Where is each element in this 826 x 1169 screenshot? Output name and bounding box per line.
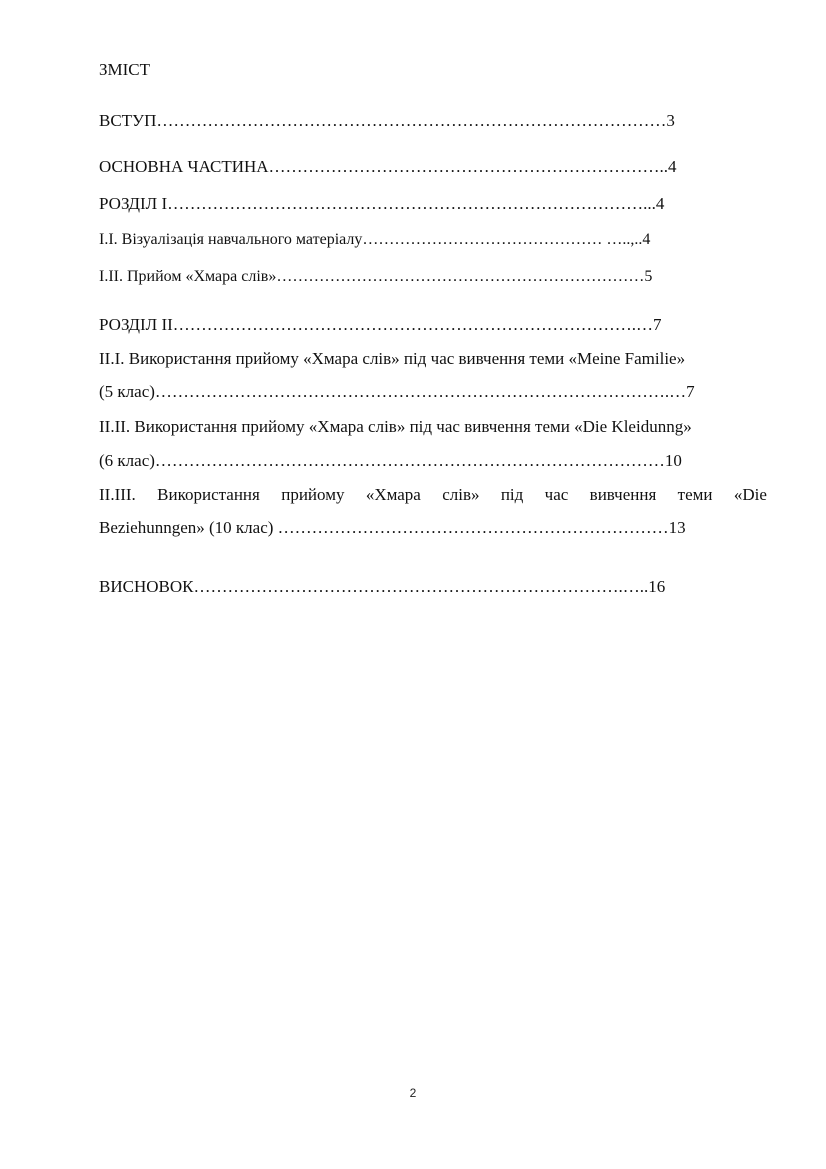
toc-word: вивчення — [589, 485, 657, 504]
toc-entry-2-2-line-1: ІІ.ІІ. Використання прийому «Хмара слів» під час вивчення теми «Die Kleidunng» — [99, 417, 692, 436]
toc-word: ІІ.ІІІ. — [99, 485, 136, 504]
toc-word: під — [500, 485, 524, 504]
toc-entry-1-1: І.І. Візуалізація навчального матеріалу……………………………………… …..,..4 — [99, 231, 651, 248]
toc-entry-main-part: ОСНОВНА ЧАСТИНА……………………………………………………………..4 — [99, 157, 677, 176]
toc-entry-section-1: РОЗДІЛ І…………………………………………………………………………...4 — [99, 194, 665, 213]
toc-word: «Die — [733, 485, 767, 504]
toc-entry-2-1-line-2: (5 клас)……………………………………………………………………………….…7 — [99, 382, 695, 401]
toc-word: прийому — [281, 485, 345, 504]
toc-entry-2-3-line-2: Beziehunngen» (10 клас) ……………………………………………………………13 — [99, 518, 686, 537]
page-title: ЗМІСТ — [99, 60, 151, 79]
toc-word: час — [544, 485, 569, 504]
toc-entry-1-2: І.ІІ. Прийом «Хмара слів»……………………………………………………………5 — [99, 268, 653, 285]
toc-entry-conclusion: ВИСНОВОК………………………………………………………………….…..16 — [99, 577, 666, 596]
page-number: 2 — [409, 1086, 417, 1100]
toc-entry-2-1-line-1: ІІ.І. Використання прийому «Хмара слів» під час вивчення теми «Meine Familie» — [99, 349, 686, 368]
toc-word: теми — [677, 485, 713, 504]
toc-entry-2-3-line-1 — [99, 485, 767, 505]
toc-word: Використання — [157, 485, 260, 504]
toc-entry-2-2-line-2: (6 клас)………………………………………………………………………………10 — [99, 451, 682, 470]
toc-entry-section-2: РОЗДІЛ ІІ……………………………………………………………………….…7 — [99, 315, 662, 334]
toc-entry-intro: ВСТУП………………………………………………………………………………3 — [99, 111, 675, 130]
toc-word: «Хмара — [365, 485, 421, 504]
toc-word: слів» — [442, 485, 480, 504]
